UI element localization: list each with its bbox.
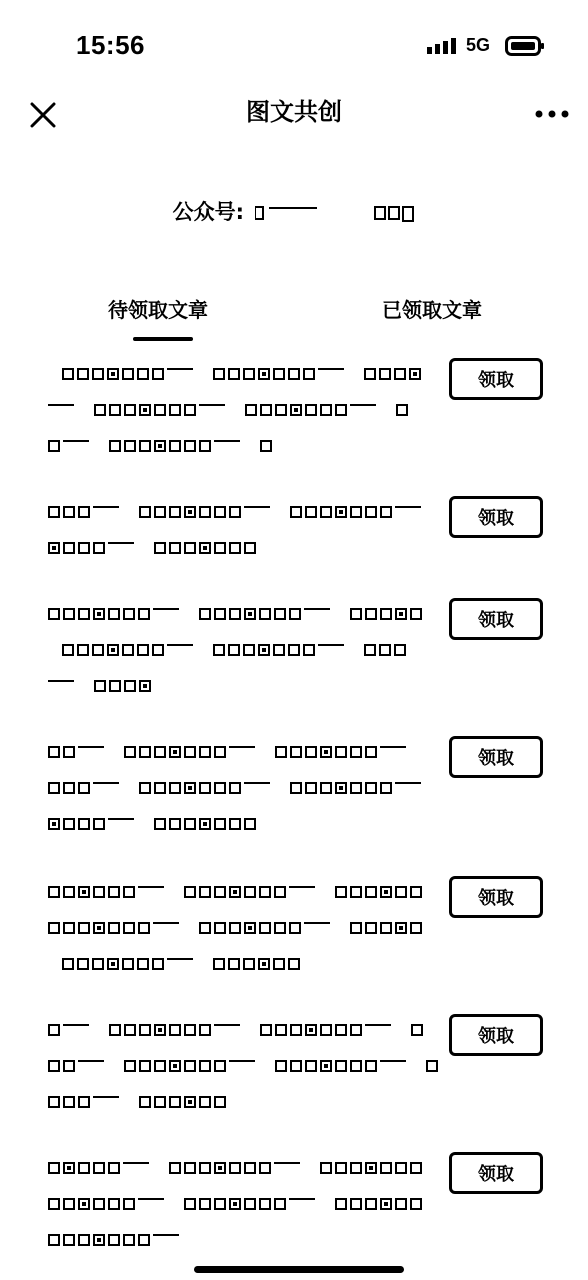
article-title-redacted (48, 606, 434, 714)
claim-button[interactable]: 领取 (449, 496, 543, 538)
article-title-redacted (48, 884, 434, 992)
article-title-redacted (48, 366, 434, 474)
signal-icon (427, 38, 457, 54)
article-item (0, 1022, 588, 1132)
redacted-text-line (48, 744, 434, 760)
article-item (0, 366, 588, 476)
redacted-text-line (48, 1058, 444, 1074)
account-line (0, 196, 588, 226)
redacted-text-line (48, 1022, 434, 1038)
redacted-text-line (48, 540, 262, 556)
redacted-text-line (48, 402, 408, 418)
claim-button[interactable]: 领取 (449, 1014, 543, 1056)
article-title-redacted (48, 504, 434, 576)
status-time: 15:56 (76, 30, 145, 60)
claim-button[interactable]: 领取 (449, 598, 543, 640)
redacted-text-line (48, 884, 434, 900)
article-item (0, 1160, 588, 1270)
article-item (0, 884, 588, 994)
account-label: 公众号: (172, 200, 245, 224)
redacted-text-line (48, 366, 434, 382)
redacted-text-line (48, 920, 434, 936)
battery-icon (505, 36, 545, 56)
home-indicator (194, 1266, 404, 1273)
tab-claimed-articles[interactable]: 已领取文章 (382, 298, 482, 322)
redacted-text-line (48, 816, 258, 832)
article-title-redacted (48, 744, 434, 852)
account-name-redacted (255, 202, 415, 224)
claim-button[interactable]: 领取 (449, 1152, 543, 1194)
claim-button[interactable]: 领取 (449, 876, 543, 918)
redacted-text-line (48, 956, 306, 972)
redacted-text-line (48, 1232, 196, 1248)
active-tab-indicator (133, 337, 193, 341)
status-bar (0, 0, 588, 90)
tab-pending-articles[interactable]: 待领取文章 (108, 298, 208, 322)
redacted-text-line (48, 678, 164, 694)
redacted-text-line (48, 642, 412, 658)
redacted-text-line (48, 780, 434, 796)
claim-button[interactable]: 领取 (449, 358, 543, 400)
more-icon[interactable] (534, 106, 570, 122)
redacted-text-line (48, 1196, 428, 1212)
redacted-text-line (48, 1094, 228, 1110)
network-type: 5G (466, 35, 491, 55)
redacted-text-line (48, 504, 428, 520)
redacted-text-line (48, 438, 280, 454)
article-item (0, 744, 588, 854)
article-title-redacted (48, 1022, 434, 1130)
article-item (0, 606, 588, 716)
page-title: 图文共创 (246, 98, 342, 126)
redacted-text-line (48, 606, 434, 622)
redacted-text-line (48, 1160, 434, 1176)
article-title-redacted (48, 1160, 434, 1268)
claim-button[interactable]: 领取 (449, 736, 543, 778)
